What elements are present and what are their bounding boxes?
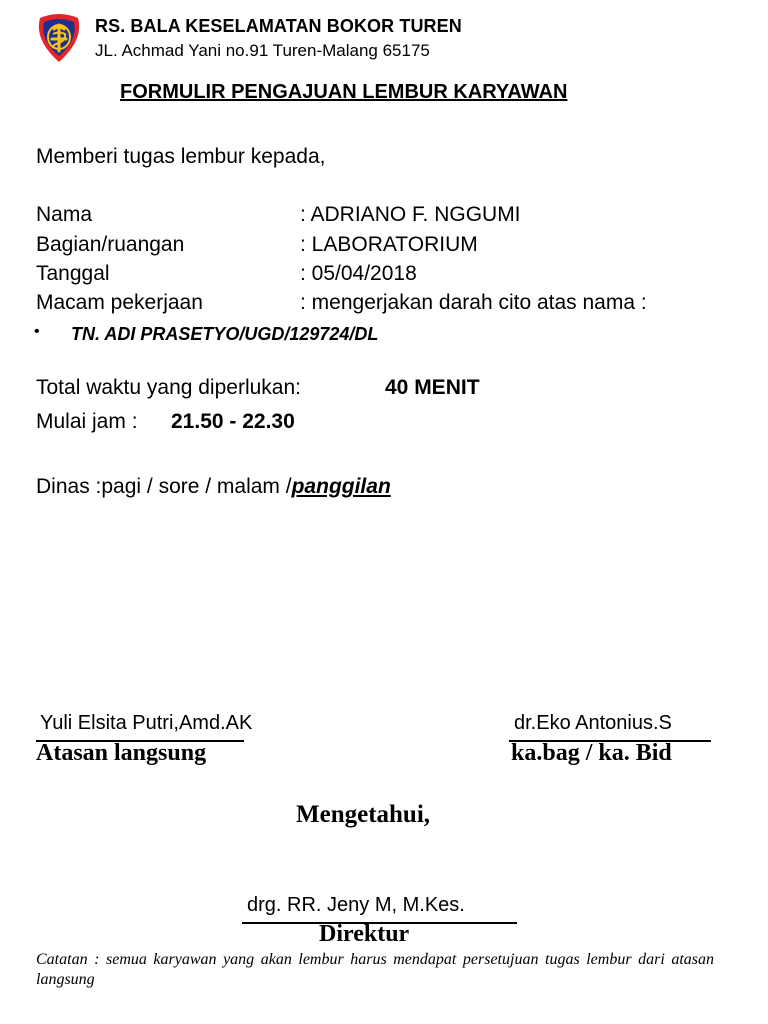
form-title: FORMULIR PENGAJUAN LEMBUR KARYAWAN (120, 81, 568, 103)
field-label-pekerjaan: Macam pekerjaan (36, 291, 203, 314)
hospital-logo-icon (34, 12, 84, 64)
field-value-bagian: : LABORATORIUM (300, 233, 478, 256)
bullet-icon: • (34, 323, 40, 340)
department-head-name: dr.Eko Antonius.S (514, 712, 672, 734)
start-time-label: Mulai jam : (36, 410, 138, 433)
start-time-value: 21.50 - 22.30 (171, 410, 295, 433)
department-head-title: ka.bag / ka. Bid (511, 740, 672, 766)
field-label-tanggal: Tanggal (36, 262, 110, 285)
shift-selected: panggilan (291, 475, 391, 498)
supervisor-title: Atasan langsung (36, 740, 207, 766)
total-time-value: 40 MENIT (385, 376, 480, 399)
shift-options: Dinas :pagi / sore / malam / (36, 475, 292, 498)
footnote: Catatan : semua karyawan yang akan lembur harus mendapat persetujuan tugas lembur dari atasan langsung (36, 951, 714, 988)
field-value-nama: : ADRIANO F. NGGUMI (300, 203, 521, 226)
director-name: drg. RR. Jeny M, M.Kes. (247, 894, 465, 916)
field-label-nama: Nama (36, 203, 93, 226)
patient-identifier: TN. ADI PRASETYO/UGD/129724/DL (71, 324, 379, 344)
acknowledge-heading: Mengetahui, (296, 801, 431, 828)
field-value-tanggal: : 05/04/2018 (300, 262, 417, 285)
supervisor-name: Yuli Elsita Putri,Amd.AK (40, 712, 253, 734)
hospital-address: JL. Achmad Yani no.91 Turen-Malang 65175 (95, 41, 430, 60)
hospital-name: RS. BALA KESELAMATAN BOKOR TUREN (95, 16, 462, 36)
field-value-pekerjaan: : mengerjakan darah cito atas nama : (300, 291, 647, 314)
director-title: Direktur (319, 921, 410, 947)
intro-text: Memberi tugas lembur kepada, (36, 145, 326, 168)
field-label-bagian: Bagian/ruangan (36, 233, 185, 256)
total-time-label: Total waktu yang diperlukan: (36, 376, 301, 399)
shift-line (36, 475, 391, 499)
